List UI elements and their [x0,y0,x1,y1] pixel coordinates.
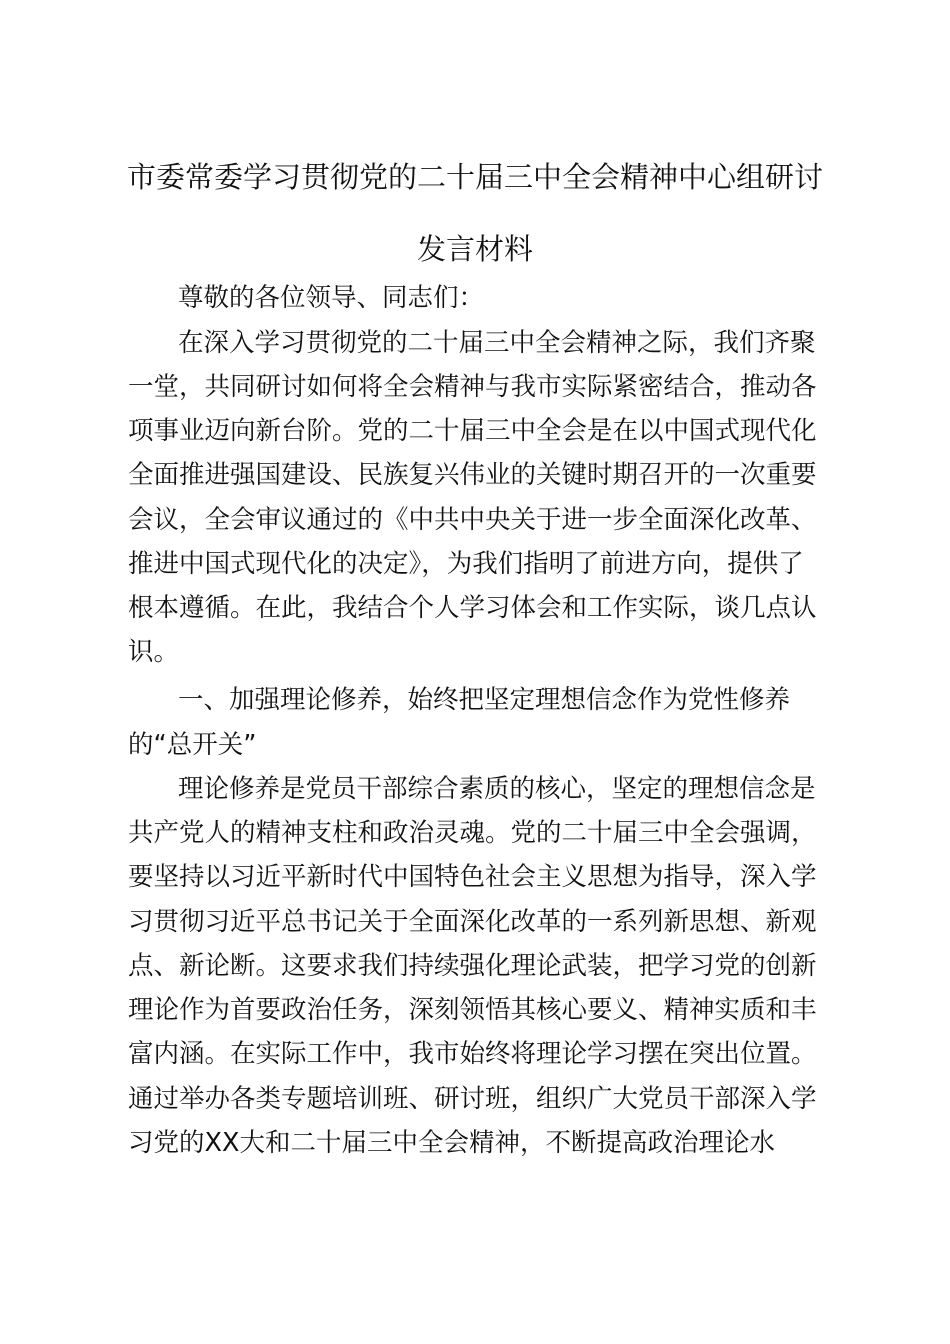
paragraph-2-line: 理论作为首要政治任务，深刻领悟其核心要义、精神实质和丰 [128,995,817,1025]
paragraph-1-line: 项事业迈向新台阶。党的二十届三中全会是在以中国式现代化 [128,416,817,446]
paragraph-2-line: 点、新论断。这要求我们持续强化理论武装，把学习党的创新 [128,951,817,981]
paragraph-2-line: 通过举办各类专题培训班、研讨班，组织广大党员干部深入学 [128,1084,817,1114]
paragraph-2-line: 要坚持以习近平新时代中国特色社会主义思想为指导，深入学 [128,862,817,892]
paragraph-2-line: 富内涵。在实际工作中，我市始终将理论学习摆在突出位置。 [128,1039,817,1069]
section-heading-1-line: 一、加强理论修养，始终把坚定理想信念作为党性修养 [178,685,791,715]
paragraph-2-line: 习党的XX大和二十届三中全会精神，不断提高政治理论水 [128,1128,775,1158]
greeting: 尊敬的各位领导、同志们： [178,283,485,313]
paragraph-1-line: 一堂，共同研讨如何将全会精神与我市实际紧密结合，推动各 [128,372,817,402]
paragraph-2-line: 理论修养是党员干部综合素质的核心，坚定的理想信念是 [178,774,816,804]
section-heading-1-line: 的“总开关” [128,730,257,760]
paragraph-2-line: 共产党人的精神支柱和政治灵魂。党的二十届三中全会强调， [128,818,817,848]
paragraph-1-line: 推进中国式现代化的决定》，为我们指明了前进方向，提供了 [128,549,804,579]
paragraph-1-line: 会议，全会审议通过的《中共中央关于进一步全面深化改革、 [128,505,817,535]
document-title-line-1: 市委常委学习贯彻党的二十届三中全会精神中心组研讨 [126,160,823,194]
paragraph-1-line: 识。 [128,637,180,667]
paragraph-1-line: 根本遵循。在此，我结合个人学习体会和工作实际，谈几点认 [128,593,817,623]
document-title-line-2: 发言材料 [416,232,533,266]
paragraph-1-line: 全面推进强国建设、民族复兴伟业的关键时期召开的一次重要 [128,460,817,490]
paragraph-2-line: 习贯彻习近平总书记关于全面深化改革的一系列新思想、新观 [128,907,817,937]
paragraph-1-line: 在深入学习贯彻党的二十届三中全会精神之际，我们齐聚 [178,328,816,358]
